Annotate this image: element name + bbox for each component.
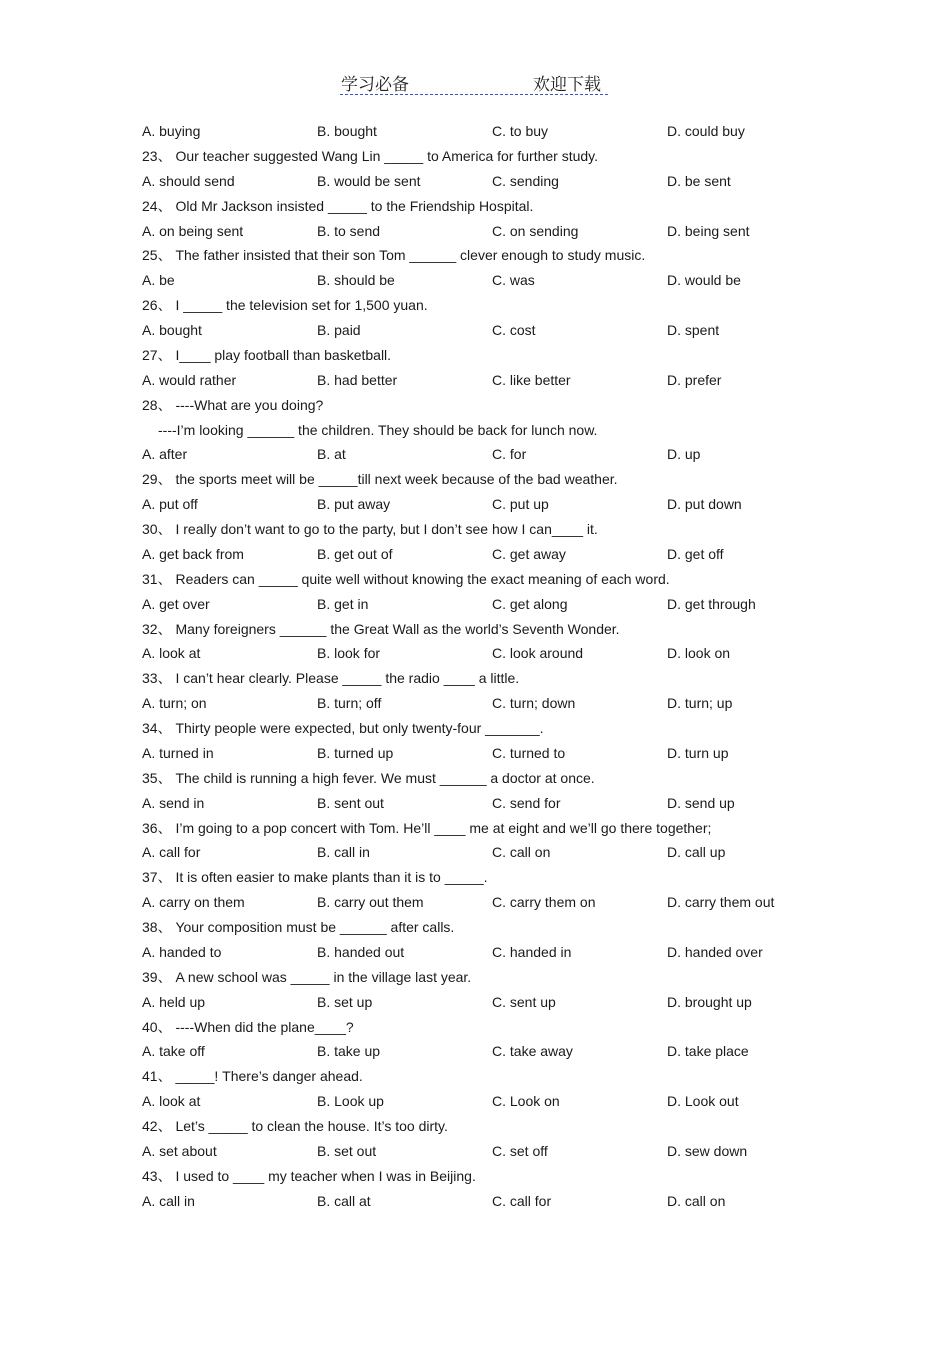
answer-options-row xyxy=(142,940,842,965)
option-a: A. get over xyxy=(142,595,210,612)
option-a: A. be xyxy=(142,272,175,289)
question-text: 32、 Many foreigners ______ the Great Wall as the world’s Seventh Wonder. xyxy=(142,620,620,637)
answer-options-row xyxy=(142,1039,842,1064)
option-d: D. up xyxy=(667,446,701,463)
option-d: D. sew down xyxy=(667,1142,748,1159)
option-b: B. turn; off xyxy=(317,695,382,712)
option-b: B. set out xyxy=(317,1142,377,1159)
option-c: C. get along xyxy=(492,595,568,612)
option-d: D. could buy xyxy=(667,123,745,139)
question-text: 38、 Your composition must be ______ after calls. xyxy=(142,919,455,935)
answer-options-row xyxy=(142,1089,842,1114)
option-d: D. turn up xyxy=(667,744,729,761)
question-text: 40、 ----When did the plane____? xyxy=(142,1018,354,1035)
question-text: 41、 _____! There’s danger ahead. xyxy=(142,1068,363,1085)
option-a: A. call for xyxy=(142,844,201,861)
question-text: 26、 I _____ the television set for 1,500 yuan. xyxy=(142,297,428,314)
option-a: A. put off xyxy=(142,496,198,513)
question-continuation: ----I’m looking ______ the children. They should be back for lunch now. xyxy=(158,421,598,438)
option-a: A. held up xyxy=(142,993,206,1010)
option-d: D. send up xyxy=(667,794,735,811)
option-d: D. being sent xyxy=(667,222,750,239)
answer-options-row xyxy=(142,741,842,766)
option-c: C. take away xyxy=(492,1043,573,1060)
option-a: A. send in xyxy=(142,794,205,811)
answer-options-row xyxy=(142,119,842,144)
option-a: A. should send xyxy=(142,172,235,189)
question-text: 35、 The child is running a high fever. We must ______ a doctor at once. xyxy=(142,769,595,786)
option-b: B. turned up xyxy=(317,744,394,761)
page-header xyxy=(340,68,608,95)
option-c: C. Look on xyxy=(492,1093,560,1110)
option-b: B. get in xyxy=(317,595,369,612)
answer-options-row xyxy=(142,592,842,617)
option-d: D. be sent xyxy=(667,172,731,189)
header-right-text: 欢迎下载 xyxy=(533,75,601,95)
option-b: B. sent out xyxy=(317,794,384,811)
option-c: C. look around xyxy=(492,645,584,662)
option-a: A. carry on them xyxy=(142,894,245,911)
option-a: A. look at xyxy=(142,1093,201,1110)
question-text: 43、 I used to ____ my teacher when I was in Beijing. xyxy=(142,1167,476,1184)
option-c: C. send for xyxy=(492,794,561,811)
option-b: B. bought xyxy=(317,123,377,139)
answer-options-row xyxy=(142,890,842,915)
option-a: A. look at xyxy=(142,645,201,662)
option-d: D. handed over xyxy=(667,943,763,960)
question-text: 30、 I really don’t want to go to the party, but I don’t see how I can____ it. xyxy=(142,521,598,537)
option-b: B. to send xyxy=(317,222,381,239)
option-a: A. would rather xyxy=(142,371,237,388)
question-text: 34、 Thirty people were expected, but only twenty-four _______. xyxy=(142,720,544,736)
answer-options-row xyxy=(142,442,842,467)
question-text: 42、 Let’s _____ to clean the house. It’s too dirty. xyxy=(142,1118,448,1134)
option-c: C. get away xyxy=(492,545,566,562)
question-text: 39、 A new school was _____ in the village last year. xyxy=(142,968,472,985)
answer-options-row xyxy=(142,990,842,1015)
option-c: C. call on xyxy=(492,844,551,861)
option-b: B. handed out xyxy=(317,943,405,960)
question-text: 28、 ----What are you doing? xyxy=(142,396,324,413)
option-b: B. should be xyxy=(317,272,395,289)
option-d: D. prefer xyxy=(667,371,722,388)
option-b: B. Look up xyxy=(317,1093,384,1110)
question-text: 37、 It is often easier to make plants than it is to _____. xyxy=(142,869,488,886)
option-b: B. call in xyxy=(317,844,370,861)
option-d: D. get through xyxy=(667,595,756,612)
answer-options-row xyxy=(142,691,842,716)
header-left-text: 学习必备 xyxy=(341,75,409,95)
option-c: C. set off xyxy=(492,1142,548,1159)
answer-options-row xyxy=(142,169,842,194)
option-c: C. call for xyxy=(492,1192,552,1209)
option-c: C. turned to xyxy=(492,744,566,761)
option-c: C. for xyxy=(492,446,527,463)
question-text: 31、 Readers can _____ quite well without knowing the exact meaning of each word. xyxy=(142,570,670,587)
option-d: D. put down xyxy=(667,496,742,513)
option-b: B. paid xyxy=(317,322,361,338)
option-a: A. take off xyxy=(142,1043,205,1060)
option-b: B. set up xyxy=(317,993,373,1010)
answer-options-row xyxy=(142,492,842,517)
option-d: D. turn; up xyxy=(667,695,733,712)
option-c: C. put up xyxy=(492,496,549,513)
answer-options-row xyxy=(142,1189,842,1214)
option-a: A. turned in xyxy=(142,744,214,761)
option-d: D. carry them out xyxy=(667,894,775,911)
answer-options-row xyxy=(142,542,842,567)
option-d: D. spent xyxy=(667,322,720,338)
option-b: B. at xyxy=(317,446,346,463)
option-c: C. like better xyxy=(492,371,571,388)
option-c: C. handed in xyxy=(492,943,572,960)
answer-options-row xyxy=(142,318,842,343)
answer-options-row xyxy=(142,268,842,293)
question-text: 25、 The father insisted that their son Tom ______ clever enough to study music. xyxy=(142,247,646,264)
question-text: 36、 I’m going to a pop concert with Tom. He’ll ____ me at eight and we’ll go there together; xyxy=(142,819,712,836)
answer-options-row xyxy=(142,641,842,666)
option-b: B. call at xyxy=(317,1192,371,1209)
option-a: A. on being sent xyxy=(142,222,244,239)
option-d: D. would be xyxy=(667,272,741,289)
option-b: B. would be sent xyxy=(317,172,421,189)
option-a: A. after xyxy=(142,446,188,463)
question-list xyxy=(142,119,842,1214)
option-a: A. get back from xyxy=(142,545,244,562)
option-c: C. was xyxy=(492,272,535,289)
answer-options-row xyxy=(142,840,842,865)
question-text: 33、 I can’t hear clearly. Please _____ the radio ____ a little. xyxy=(142,670,520,687)
option-c: C. cost xyxy=(492,322,536,338)
option-d: D. look on xyxy=(667,645,731,662)
option-d: D. call on xyxy=(667,1192,726,1209)
option-b: B. look for xyxy=(317,645,381,662)
option-c: C. on sending xyxy=(492,222,579,239)
option-c: C. sending xyxy=(492,172,559,189)
option-a: A. turn; on xyxy=(142,695,207,712)
answer-options-row xyxy=(142,791,842,816)
answer-options-row xyxy=(142,219,842,244)
question-text: 23、 Our teacher suggested Wang Lin _____ to America for further study. xyxy=(142,147,599,164)
question-text: 29、 the sports meet will be _____till next week because of the bad weather. xyxy=(142,471,618,488)
option-b: B. get out of xyxy=(317,545,393,562)
answer-options-row xyxy=(142,368,842,393)
option-d: D. Look out xyxy=(667,1093,739,1110)
option-a: A. handed to xyxy=(142,943,222,960)
question-text: 27、 I____ play football than basketball. xyxy=(142,346,392,363)
option-a: A. buying xyxy=(142,123,201,139)
option-d: D. brought up xyxy=(667,993,752,1010)
option-d: D. call up xyxy=(667,844,726,861)
option-a: A. call in xyxy=(142,1192,195,1209)
option-b: B. had better xyxy=(317,371,398,388)
option-c: C. carry them on xyxy=(492,894,596,911)
option-c: C. to buy xyxy=(492,123,549,139)
option-d: D. get off xyxy=(667,545,724,562)
option-c: C. turn; down xyxy=(492,695,576,712)
answer-options-row xyxy=(142,1139,842,1164)
option-b: B. take up xyxy=(317,1043,381,1060)
option-d: D. take place xyxy=(667,1043,749,1060)
option-b: B. carry out them xyxy=(317,894,424,911)
option-c: C. sent up xyxy=(492,993,556,1010)
option-a: A. set about xyxy=(142,1142,217,1159)
option-b: B. put away xyxy=(317,496,391,513)
option-a: A. bought xyxy=(142,322,202,338)
question-text: 24、 Old Mr Jackson insisted _____ to the Friendship Hospital. xyxy=(142,197,534,214)
